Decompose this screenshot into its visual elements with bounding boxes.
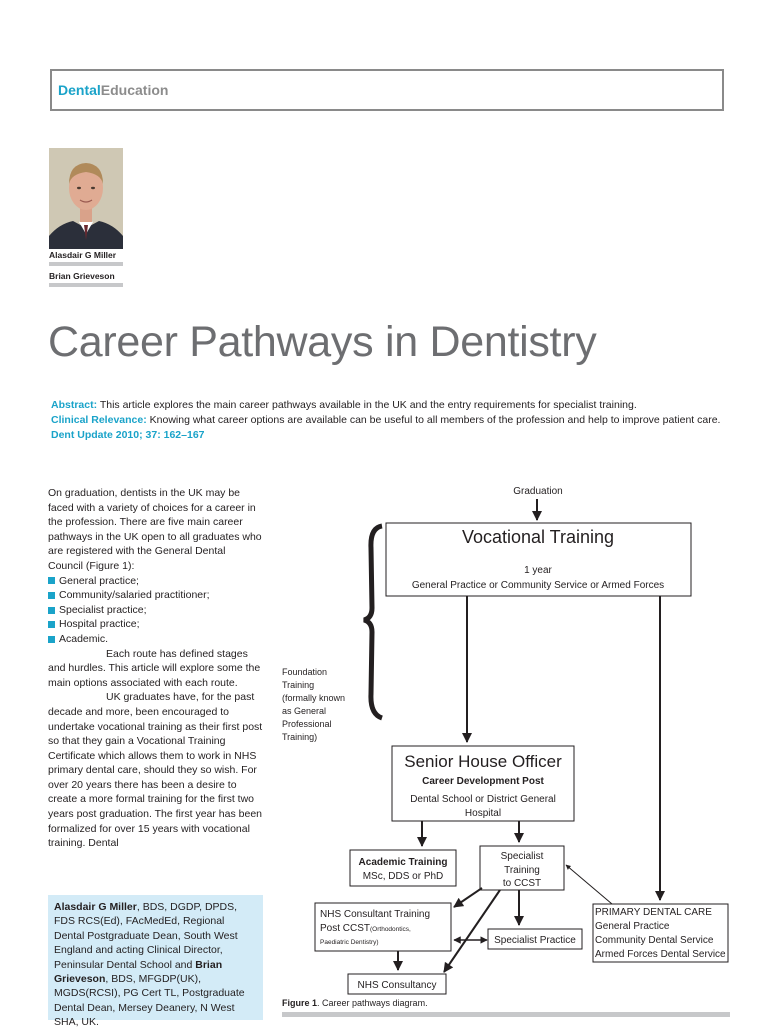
list-item bbox=[48, 574, 263, 589]
specialist-training-line-3: to CCST bbox=[502, 878, 542, 889]
foundation-line-3: (formally known bbox=[282, 693, 346, 703]
foundation-line-6: Training) bbox=[282, 732, 318, 742]
list-item bbox=[48, 588, 263, 603]
author-photo bbox=[49, 148, 123, 249]
sho-sub: Career Development Post bbox=[422, 776, 544, 787]
foundation-line-5: Professional bbox=[282, 719, 332, 729]
foundation-brace bbox=[364, 526, 382, 718]
primary-care-line-3: Community Dental Service bbox=[595, 935, 714, 946]
bio-name-2: Brian Grieveson bbox=[54, 958, 223, 986]
academic-sub: MSc, DDS or PhD bbox=[362, 871, 444, 882]
list-item-text: General practice; bbox=[59, 574, 139, 587]
clinical-relevance-text: Knowing what career options are available can be useful to all members of the profession and help to improve patient care. bbox=[146, 414, 721, 426]
nhs-consultant-small-2: Paediatric Dentistry) bbox=[320, 939, 379, 946]
body-paragraph-3: UK graduates have, for the past decade and more, been encouraged to undertake vocational training as their first post so that they gain a Vocational Training Certificate which allows them to work in NHS primary dental care, should they so wish. For over 20 years there has been a desire to create a more formal training for the first two years post graduation. The first year has been formalized for over 15 years with vocational training. Dental bbox=[48, 691, 263, 850]
abstract-block bbox=[51, 398, 731, 443]
body-column bbox=[48, 486, 263, 851]
nhs-consultancy-label: NHS Consultancy bbox=[357, 980, 437, 991]
article-title: Career Pathways in Dentistry bbox=[48, 318, 597, 366]
figure-caption-text: . Career pathways diagram. bbox=[317, 998, 428, 1008]
abstract-text: This article explores the main career pathways available in the UK and the entry requirements for specialist training. bbox=[97, 399, 637, 411]
nhs-consultant-line-2a: Post CCST bbox=[320, 923, 371, 934]
primary-care-line-1: PRIMARY DENTAL CARE bbox=[595, 907, 712, 918]
primary-care-line-4: Armed Forces Dental Service bbox=[595, 949, 726, 960]
bio-text-1: , BDS, DGDP, DPDS, FDS RCS(Ed), FAcMedEd, Regional Dental Postgraduate Dean, South West England and acting Clinical Director, Peninsular Dental School and bbox=[54, 901, 238, 971]
vt-title: Vocational Training bbox=[461, 527, 615, 547]
list-item bbox=[48, 603, 263, 618]
caption-divider bbox=[282, 1012, 730, 1017]
journal-section-header bbox=[50, 69, 724, 111]
bio-text-2: , BDS, MFGDP(UK), MGDS(RCSI), PG Cert TL, Postgraduate Dental Dean, Mersey Deanery, N West SHA, UK. bbox=[54, 973, 245, 1029]
abstract-label: Abstract: bbox=[51, 399, 98, 411]
clinical-relevance-label: Clinical Relevance: bbox=[51, 414, 147, 426]
career-pathways-diagram bbox=[282, 470, 732, 998]
bullet-square-icon bbox=[48, 636, 55, 643]
clinical-relevance-line bbox=[51, 413, 731, 428]
graduation-label: Graduation bbox=[513, 486, 563, 497]
nhs-consultant-line-1: NHS Consultant Training bbox=[320, 909, 431, 920]
list-item-text: Community/salaried practitioner; bbox=[59, 589, 210, 602]
brand-dental: Dental bbox=[58, 82, 101, 98]
author-divider-1 bbox=[49, 262, 123, 266]
list-item-text: Academic. bbox=[59, 632, 109, 645]
foundation-line-2: Training bbox=[282, 680, 315, 690]
specialist-practice-label: Specialist Practice bbox=[494, 935, 576, 946]
list-item bbox=[48, 617, 263, 632]
abstract-line bbox=[51, 398, 731, 413]
academic-title: Academic Training bbox=[358, 857, 448, 868]
bullet-square-icon bbox=[48, 621, 55, 628]
sho-line-1: Dental School or District General bbox=[410, 794, 556, 805]
vt-year: 1 year bbox=[524, 565, 552, 576]
vt-options: General Practice or Community Service or Armed Forces bbox=[411, 580, 665, 591]
bullet-square-icon bbox=[48, 592, 55, 599]
sho-title: Senior House Officer bbox=[404, 752, 562, 771]
bullet-square-icon bbox=[48, 607, 55, 614]
bio-name-1: Alasdair G Miller bbox=[54, 901, 137, 913]
arrow-specialist-consultant bbox=[454, 888, 482, 907]
foundation-line-1: Foundation bbox=[282, 667, 328, 677]
list-item-text: Specialist practice; bbox=[59, 603, 147, 616]
list-item bbox=[48, 632, 263, 647]
bullet-square-icon bbox=[48, 577, 55, 584]
figure-label: Figure 1 bbox=[282, 998, 318, 1008]
author-divider-2 bbox=[49, 283, 123, 287]
specialist-training-line-2: Training bbox=[504, 865, 540, 876]
body-intro: On graduation, dentists in the UK may be faced with a variety of choices for a career in the profession. There are five main career pathways in the UK open to all graduates who are registered with the General Dental Council (Figure 1): bbox=[48, 487, 262, 572]
arrow-primary-specialist bbox=[566, 865, 612, 904]
section-brand bbox=[58, 82, 168, 98]
brand-education: Education bbox=[100, 82, 169, 98]
author-name-2: Brian Grieveson bbox=[49, 271, 115, 281]
author-name-1: Alasdair G Miller bbox=[49, 250, 117, 260]
list-item-text: Hospital practice; bbox=[59, 618, 140, 631]
nhs-consultant-small-1: (Orthodontics, bbox=[370, 926, 411, 933]
sho-line-2: Hospital bbox=[464, 808, 502, 819]
specialist-training-line-1: Specialist bbox=[500, 851, 544, 862]
foundation-line-4: as General bbox=[282, 706, 327, 716]
figure-caption bbox=[282, 998, 428, 1008]
body-paragraph-2: Each route has defined stages and hurdles. This article will explore some the main options associated with each route. bbox=[48, 647, 261, 689]
citation: Dent Update 2010; 37: 162–167 bbox=[51, 429, 205, 441]
author-bio-box bbox=[48, 895, 263, 1029]
primary-care-line-2: General Practice bbox=[595, 921, 670, 932]
